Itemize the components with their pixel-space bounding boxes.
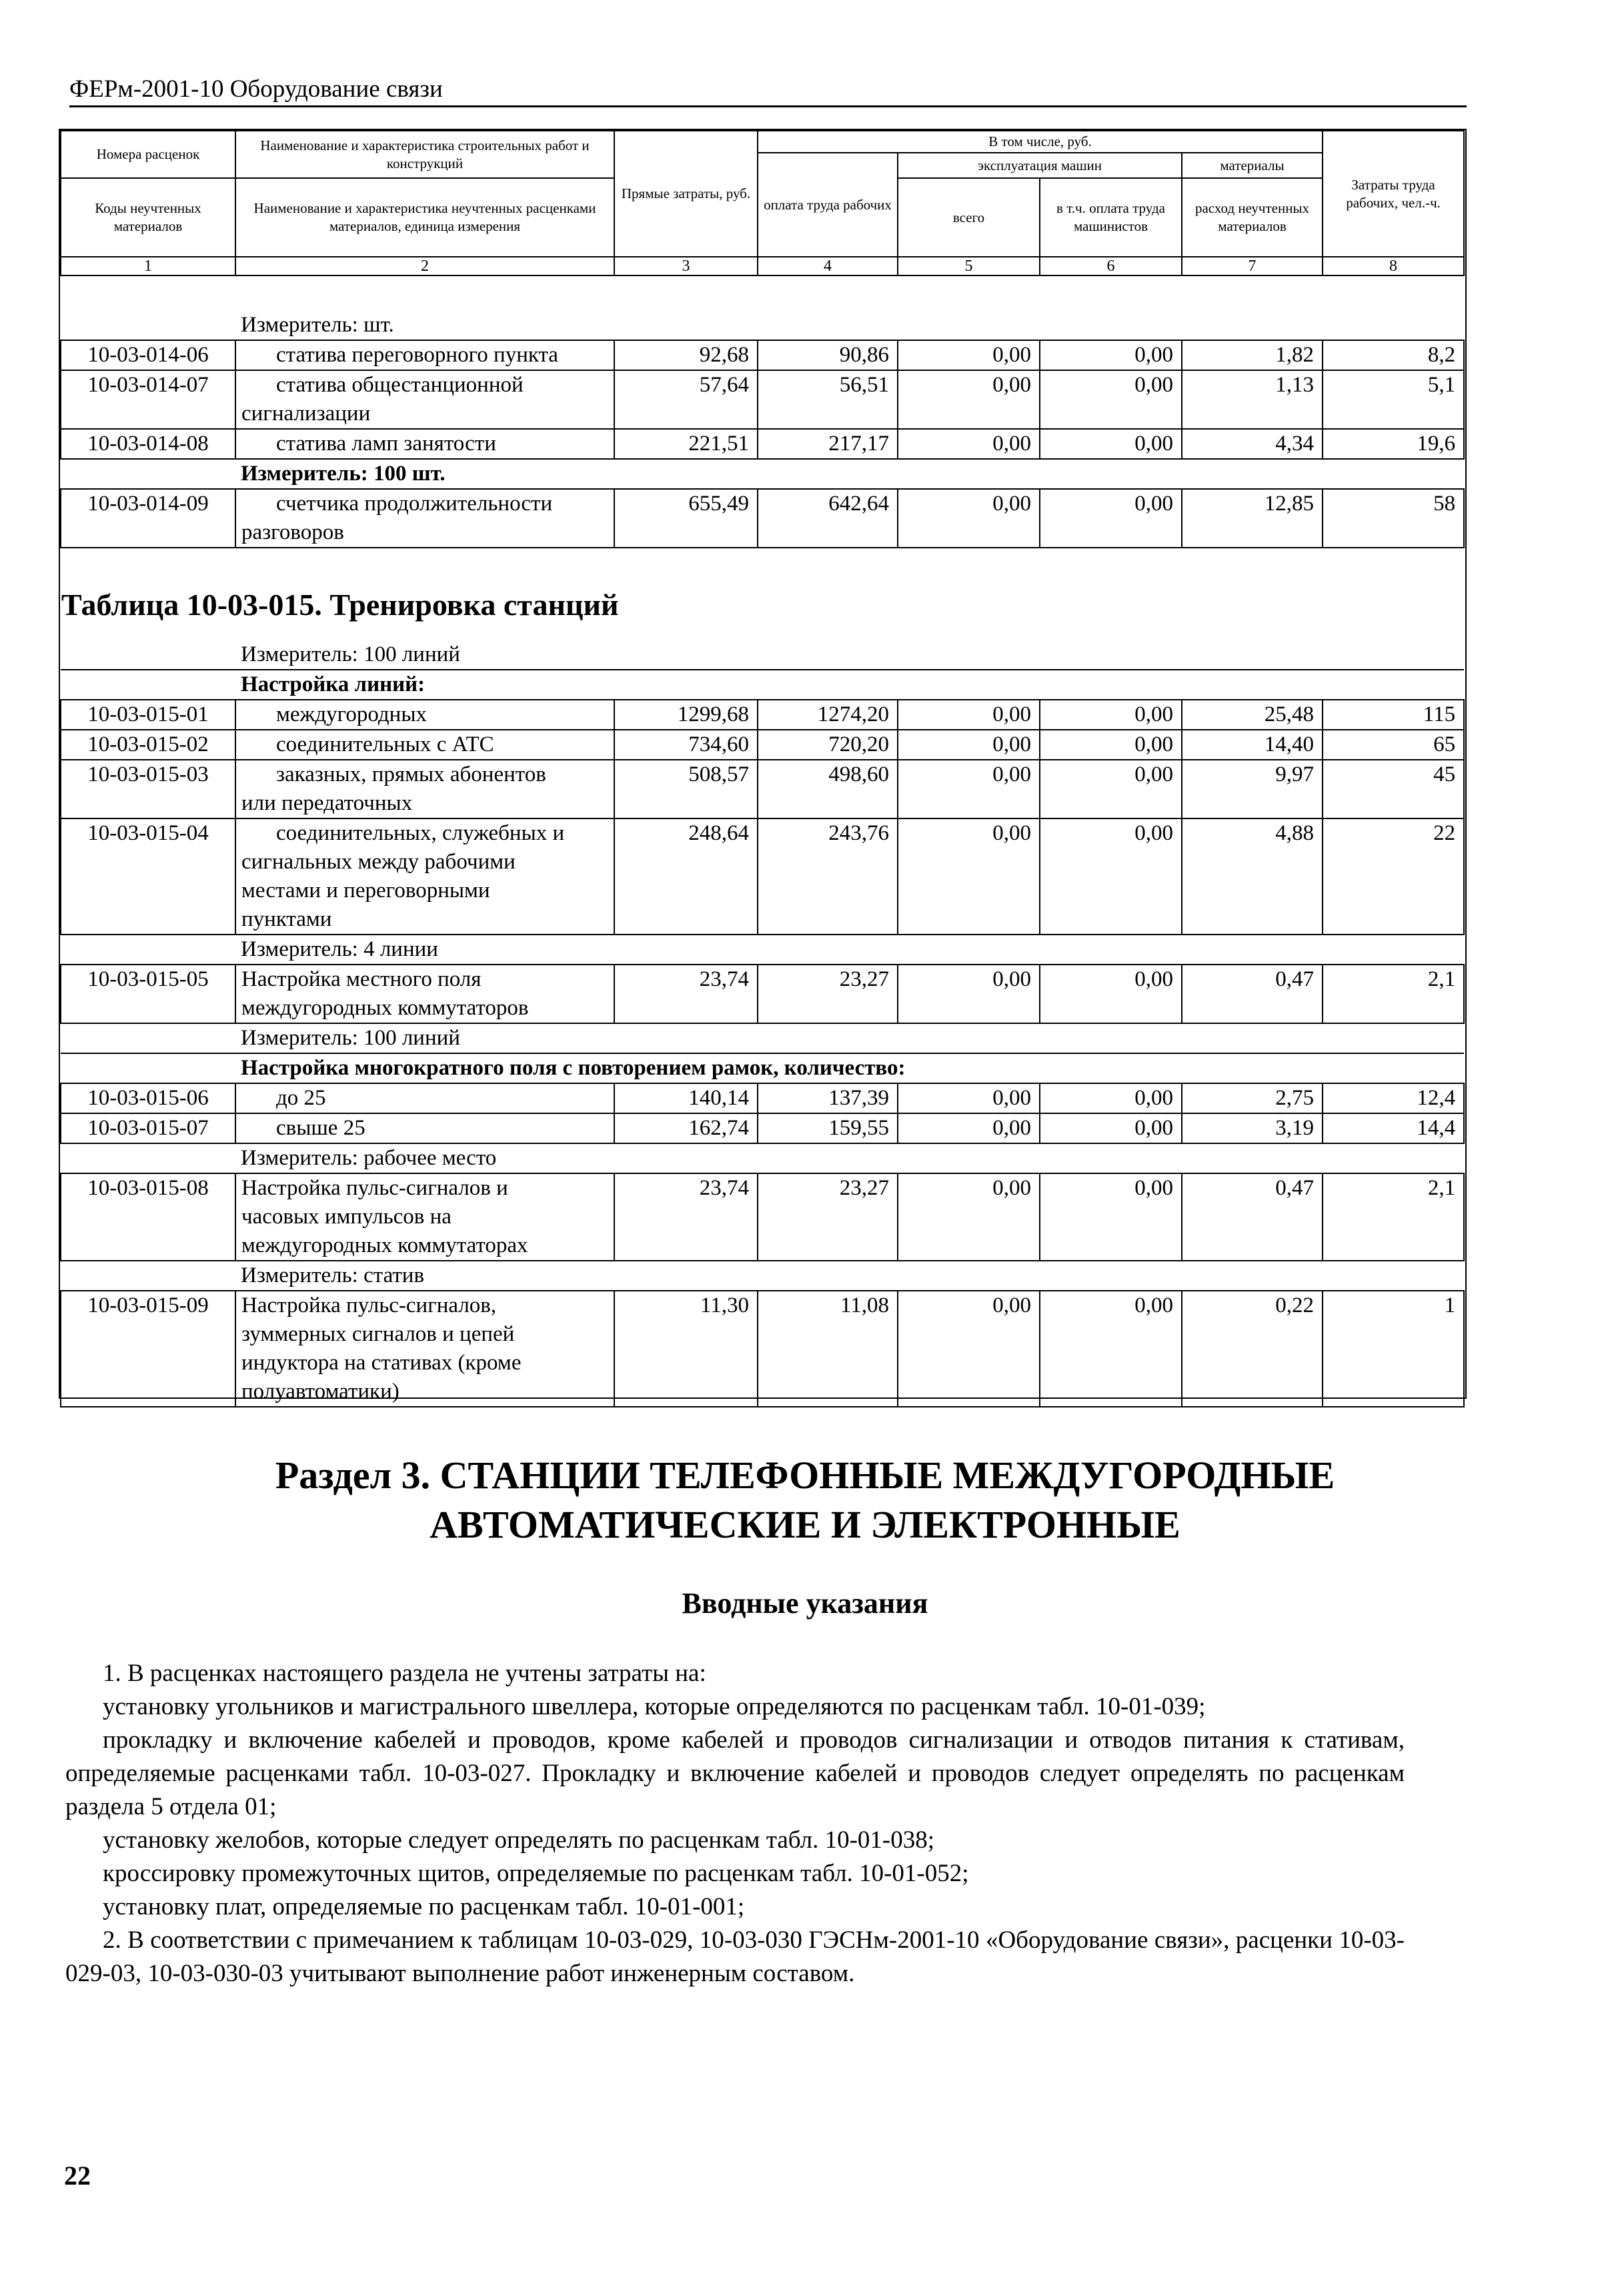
table-row (61, 1291, 1464, 1407)
value-cell: 1,13 (1182, 370, 1323, 429)
header-material-names: Наименование и характеристика неучтенных расценками материалов, единица измерения (235, 178, 614, 257)
value-cell: 0,00 (1040, 818, 1182, 935)
value-cell: 25,48 (1182, 700, 1323, 730)
value-cell: 115 (1323, 700, 1464, 730)
measure-row: Измеритель: 4 линии (61, 935, 1464, 965)
value-cell: 23,74 (614, 1173, 758, 1261)
rate-code: 10-03-015-07 (61, 1113, 235, 1143)
value-cell: 3,19 (1182, 1113, 1323, 1143)
work-name: заказных, прямых абонентов или передаточных (235, 760, 614, 818)
rate-code: 10-03-014-06 (61, 340, 235, 370)
value-cell: 0,47 (1182, 965, 1323, 1023)
intro-heading: Вводные указания (682, 1587, 928, 1620)
value-cell: 0,00 (898, 489, 1040, 548)
header-rate-numbers: Номера расценок (61, 131, 235, 178)
table-row (61, 370, 1464, 429)
paragraph: прокладку и включение кабелей и проводов, кроме кабелей и проводов сигнализации и отводов питания к стативам, определяемые расценками табл. 10-03-027. Прокладку и включение кабелей и проводов следует определять по расценкам раздела 5 отдела 01; (65, 1726, 1405, 1820)
work-name: Настройка местного поля междугородных коммутаторов (235, 965, 614, 1023)
rate-code: 10-03-015-06 (61, 1083, 235, 1113)
header-work-name: Наименование и характеристика строительных работ и конструкций (235, 131, 614, 178)
value-cell: 1,82 (1182, 340, 1323, 370)
value-cell: 498,60 (758, 760, 898, 818)
paragraph: 1. В расценках настоящего раздела не учтены затраты на: (103, 1660, 706, 1687)
rate-code: 10-03-015-09 (61, 1291, 235, 1407)
value-cell: 2,1 (1323, 965, 1464, 1023)
value-cell: 0,00 (898, 730, 1040, 760)
value-cell: 0,00 (1040, 730, 1182, 760)
table-row (61, 1113, 1464, 1143)
measure-row: Измеритель: шт. (61, 311, 1464, 340)
value-cell: 655,49 (614, 489, 758, 548)
rate-code: 10-03-014-08 (61, 429, 235, 459)
intro-text (65, 1657, 1405, 1990)
value-cell: 221,51 (614, 429, 758, 459)
paragraph: установку плат, определяемые по расценкам табл. 10-01-001; (103, 1893, 745, 1920)
value-cell: 2,75 (1182, 1083, 1323, 1113)
value-cell: 0,00 (1040, 489, 1182, 548)
value-cell: 0,47 (1182, 1173, 1323, 1261)
value-cell: 19,6 (1323, 429, 1464, 459)
value-cell: 0,00 (898, 760, 1040, 818)
value-cell: 0,00 (898, 1291, 1040, 1407)
value-cell: 720,20 (758, 730, 898, 760)
table-row (61, 760, 1464, 818)
value-cell: 2,1 (1323, 1173, 1464, 1261)
measure-row: Измеритель: рабочее место (61, 1143, 1464, 1173)
value-cell: 0,00 (1040, 700, 1182, 730)
table-015-body (60, 640, 1465, 1407)
value-cell: 0,00 (1040, 370, 1182, 429)
table-header (60, 130, 1465, 276)
page-number: 22 (64, 2161, 91, 2191)
work-name: статива ламп занятости (235, 429, 614, 459)
value-cell: 1274,20 (758, 700, 898, 730)
col-num: 5 (898, 257, 1040, 275)
value-cell: 0,00 (1040, 1113, 1182, 1143)
rate-code: 10-03-015-05 (61, 965, 235, 1023)
value-cell: 508,57 (614, 760, 758, 818)
measure-row: Измеритель: статив (61, 1261, 1464, 1291)
header-materials: материалы (1182, 153, 1323, 178)
section-title-line1: Раздел 3. СТАНЦИИ ТЕЛЕФОННЫЕ МЕЖДУГОРОДНЫЕ (275, 1454, 1335, 1497)
value-cell: 14,4 (1323, 1113, 1464, 1143)
table-row (61, 1173, 1464, 1261)
value-cell: 45 (1323, 760, 1464, 818)
value-cell: 0,00 (1040, 1291, 1182, 1407)
value-cell: 0,00 (1040, 1173, 1182, 1261)
value-cell: 642,64 (758, 489, 898, 548)
table-row (61, 1083, 1464, 1113)
col-num: 8 (1323, 257, 1464, 275)
value-cell: 0,22 (1182, 1291, 1323, 1407)
value-cell: 1299,68 (614, 700, 758, 730)
rate-code: 10-03-015-03 (61, 760, 235, 818)
value-cell: 0,00 (898, 1173, 1040, 1261)
value-cell: 0,00 (898, 370, 1040, 429)
value-cell: 0,00 (1040, 340, 1182, 370)
value-cell: 0,00 (898, 429, 1040, 459)
work-name: статива переговорного пункта (235, 340, 614, 370)
value-cell: 162,74 (614, 1113, 758, 1143)
value-cell: 734,60 (614, 730, 758, 760)
value-cell: 0,00 (1040, 760, 1182, 818)
header-direct-costs: Прямые затраты, руб. (614, 131, 758, 257)
header-worker-pay: оплата труда рабочих (758, 153, 898, 257)
rate-code: 10-03-014-07 (61, 370, 235, 429)
value-cell: 0,00 (898, 1083, 1040, 1113)
value-cell: 0,00 (898, 965, 1040, 1023)
value-cell: 23,27 (758, 965, 898, 1023)
value-cell: 159,55 (758, 1113, 898, 1143)
measure-row: Измеритель: 100 линий (61, 640, 1464, 670)
value-cell: 5,1 (1323, 370, 1464, 429)
value-cell: 14,40 (1182, 730, 1323, 760)
value-cell: 140,14 (614, 1083, 758, 1113)
header-machines: эксплуатация машин (898, 153, 1182, 178)
work-name: счетчика продолжительности разговоров (235, 489, 614, 548)
rate-code: 10-03-015-08 (61, 1173, 235, 1261)
col-num: 7 (1182, 257, 1323, 275)
work-name: свыше 25 (235, 1113, 614, 1143)
value-cell: 65 (1323, 730, 1464, 760)
value-cell: 8,2 (1323, 340, 1464, 370)
value-cell: 56,51 (758, 370, 898, 429)
table-row (61, 489, 1464, 548)
paragraph: кроссировку промежуточных щитов, определяемые по расценкам табл. 10-01-052; (103, 1860, 969, 1887)
subheading-row: Настройка многократного поля с повторением рамок, количество: (61, 1053, 1464, 1083)
value-cell: 217,17 (758, 429, 898, 459)
value-cell: 0,00 (898, 700, 1040, 730)
paragraph: установку желобов, которые следует определять по расценкам табл. 10-01-038; (103, 1826, 935, 1854)
subheading-row: Настройка линий: (61, 670, 1464, 700)
value-cell: 0,00 (1040, 1083, 1182, 1113)
work-name: соединительных с АТС (235, 730, 614, 760)
header-material-codes: Коды неучтенных материалов (61, 178, 235, 257)
value-cell: 90,86 (758, 340, 898, 370)
table-row (61, 700, 1464, 730)
value-cell: 11,30 (614, 1291, 758, 1407)
value-cell: 0,00 (1040, 965, 1182, 1023)
value-cell: 0,00 (898, 818, 1040, 935)
value-cell: 248,64 (614, 818, 758, 935)
rate-code: 10-03-015-02 (61, 730, 235, 760)
value-cell: 92,68 (614, 340, 758, 370)
col-num: 6 (1040, 257, 1182, 275)
table-title: Таблица 10-03-015. Тренировка станций (61, 588, 619, 622)
rate-code: 10-03-015-01 (61, 700, 235, 730)
value-cell: 0,00 (898, 1113, 1040, 1143)
table-014-body (60, 311, 1465, 548)
work-name: Настройка пульс-сигналов, зуммерных сигналов и цепей индуктора на стативах (кроме полуавтоматики) (235, 1291, 614, 1407)
running-head: ФЕРм-2001-10 Оборудование связи (69, 75, 1467, 107)
header-machinist-pay: в т.ч. оплата труда машинистов (1040, 178, 1182, 257)
value-cell: 12,85 (1182, 489, 1323, 548)
paragraph: установку угольников и магистрального швеллера, которые определяются по расценкам табл. 10-01-039; (103, 1693, 1206, 1720)
measure-row: Измеритель: 100 шт. (61, 459, 1464, 489)
header-including: В том числе, руб. (758, 131, 1323, 153)
table-row (61, 340, 1464, 370)
value-cell: 58 (1323, 489, 1464, 548)
section-title-line2: АВТОМАТИЧЕСКИЕ И ЭЛЕКТРОННЫЕ (430, 1503, 1180, 1546)
value-cell: 4,88 (1182, 818, 1323, 935)
value-cell: 243,76 (758, 818, 898, 935)
table-row (61, 429, 1464, 459)
value-cell: 23,27 (758, 1173, 898, 1261)
table-row (61, 730, 1464, 760)
measure-row: Измеритель: 100 линий (61, 1023, 1464, 1053)
value-cell: 23,74 (614, 965, 758, 1023)
header-machines-total: всего (898, 178, 1040, 257)
work-name: междугородных (235, 700, 614, 730)
value-cell: 12,4 (1323, 1083, 1464, 1113)
table-row (61, 965, 1464, 1023)
value-cell: 11,08 (758, 1291, 898, 1407)
table-row (61, 818, 1464, 935)
work-name: до 25 (235, 1083, 614, 1113)
rate-code: 10-03-014-09 (61, 489, 235, 548)
work-name: статива общестанционной сигнализации (235, 370, 614, 429)
value-cell: 0,00 (898, 340, 1040, 370)
paragraph: 2. В соответствии с примечанием к таблицам 10-03-029, 10-03-030 ГЭСНм-2001-10 «Оборудование связи», расценки 10-03-029-03, 10-03-030-03 учитывают выполнение работ инженерным составом. (65, 1926, 1405, 1987)
work-name: Настройка пульс-сигналов и часовых импульсов на междугородных коммутаторах (235, 1173, 614, 1261)
col-num: 3 (614, 257, 758, 275)
header-labor: Затраты труда рабочих, чел.-ч. (1323, 131, 1464, 257)
header-material-usage: расход неучтенных материалов (1182, 178, 1323, 257)
col-num: 2 (235, 257, 614, 275)
value-cell: 4,34 (1182, 429, 1323, 459)
value-cell: 22 (1323, 818, 1464, 935)
value-cell: 0,00 (1040, 429, 1182, 459)
value-cell: 57,64 (614, 370, 758, 429)
work-name: соединительных, служебных и сигнальных между рабочими местами и переговорными пунктами (235, 818, 614, 935)
value-cell: 1 (1323, 1291, 1464, 1407)
value-cell: 9,97 (1182, 760, 1323, 818)
value-cell: 137,39 (758, 1083, 898, 1113)
col-num: 1 (61, 257, 235, 275)
col-num: 4 (758, 257, 898, 275)
rate-code: 10-03-015-04 (61, 818, 235, 935)
